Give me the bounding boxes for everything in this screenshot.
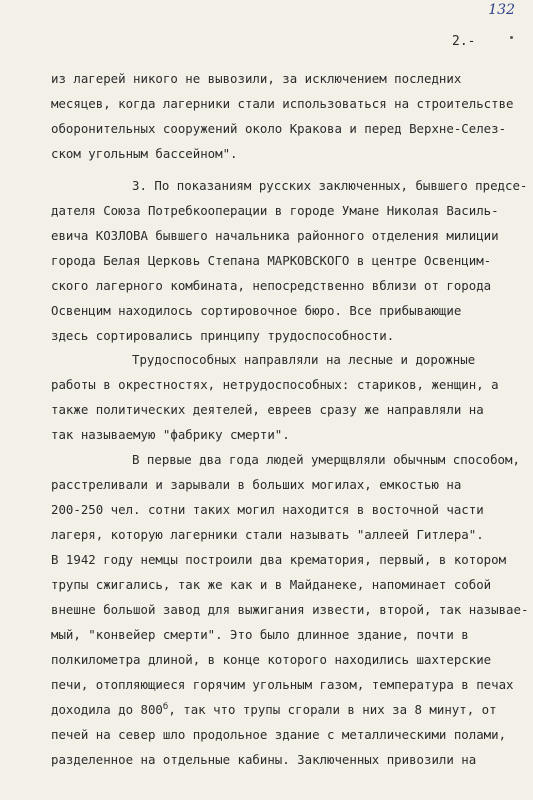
text-line: также политических деятелей, евреев сразу же направляли на — [51, 402, 484, 417]
text-line: лагеря, которую лагерники стали называть "аллеей Гитлера". — [51, 527, 484, 542]
text-line: мый, "конвейер смерти". Это было длинное здание, почти в — [51, 627, 469, 642]
text-line: города Белая Церковь Степана МАРКОВСКОГО в центре Освенцим- — [51, 253, 492, 268]
text-line: Освенцим находилось сортировочное бюро. Все прибывающие — [51, 303, 462, 318]
text-line: евича КОЗЛОВА бывшего начальника районного отделения милиции — [51, 228, 499, 243]
text-line: месяцев, когда лагерники стали использоваться на строительстве — [51, 96, 514, 111]
text-line — [51, 702, 497, 717]
text-line: В 1942 году немцы построили два крематория, первый, в котором — [51, 552, 507, 567]
text-line: оборонительных сооружений около Кракова и перед Верхне-Селез- — [51, 121, 507, 136]
text-line: так называемую "фабрику смерти". — [51, 427, 290, 442]
text-line: ского лагерного комбината, непосредственно вблизи от города — [51, 278, 492, 293]
ink-mark — [510, 36, 513, 39]
paragraph-start: 3. По показаниям русских заключенных, бывшего предсе- — [132, 178, 528, 193]
text-line: ском угольным бассейном". — [51, 146, 238, 161]
text-line: печи, отопляющиеся горячим угольным газом, температура в печах — [51, 677, 514, 692]
archive-number: 132 — [488, 2, 515, 18]
text-line: внешне большой завод для выжигания извести, второй, так называе- — [51, 602, 529, 617]
text-line: полкилометра длиной, в конце которого находились шахтерские — [51, 652, 492, 667]
superscript: б — [162, 702, 169, 712]
text-fragment: , так что трупы сгорали в них за 8 минут, от — [168, 702, 497, 718]
text-line: 200-250 чел. сотни таких могил находится в восточной части — [51, 502, 484, 517]
text-line: разделенное на отдельные кабины. Заключенных привозили на — [51, 752, 477, 767]
text-line: трупы сжигались, так же как и в Майданеке, напоминает собой — [51, 577, 492, 592]
text-line: расстреливали и зарывали в больших могилах, емкостью на — [51, 477, 462, 492]
page-number: 2.- — [452, 34, 476, 49]
text-line: здесь сортировались принципу трудоспособности. — [51, 328, 395, 343]
paragraph-start: В первые два года людей умерщвляли обычным способом, — [132, 452, 520, 467]
text-line: работы в окрестностях, нетрудоспособных: стариков, женщин, а — [51, 377, 499, 392]
text-line: печей на север шло продольное здание с металлическими полами, — [51, 727, 507, 742]
text-fragment: доходила до 800 — [51, 702, 163, 718]
paragraph-start: Трудоспособных направляли на лесные и дорожные — [132, 352, 476, 367]
text-line: из лагерей никого не вывозили, за исключением последних — [51, 71, 462, 86]
text-line: дателя Союза Потребкооперации в городе Умане Николая Василь- — [51, 203, 499, 218]
